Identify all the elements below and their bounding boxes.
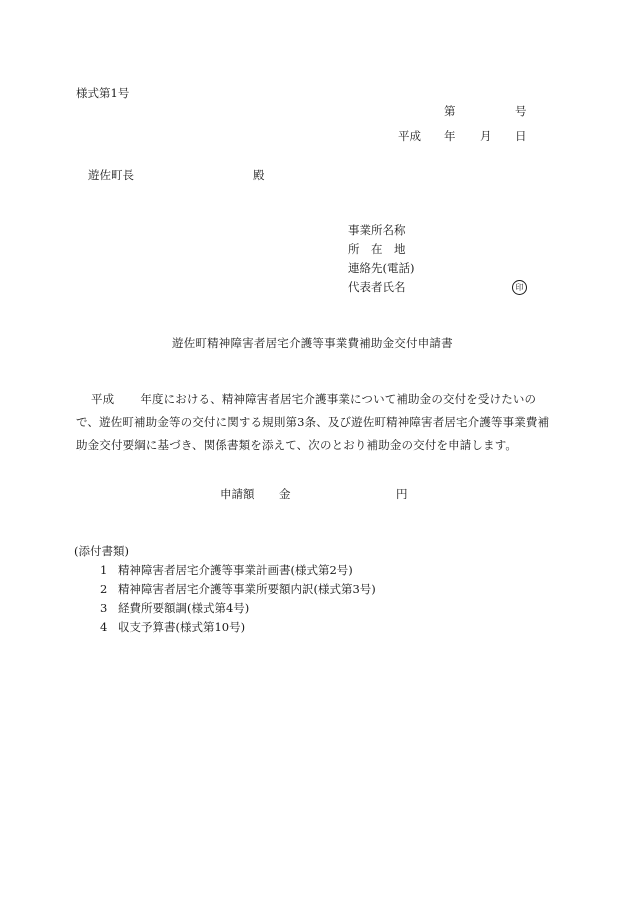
attachment-text: 精神障害者居宅介護等事業計画書(様式第2号)	[118, 563, 353, 577]
attachment-number: 4	[100, 620, 108, 634]
representative-label: 代表者氏名	[348, 280, 406, 294]
amount-label: 申請額	[220, 487, 255, 501]
address-label: 所 在 地	[348, 242, 406, 256]
date-year: 年	[444, 129, 456, 143]
attachment-text: 収支予算書(様式第10号)	[118, 620, 246, 634]
form-number: 様式第1号	[76, 86, 130, 100]
body-paragraph	[76, 388, 550, 457]
contact-label: 連絡先(電話)	[348, 261, 415, 275]
attachment-number: 3	[100, 601, 108, 615]
addressee-honorific: 殿	[253, 168, 265, 182]
addressee-name: 遊佐町長	[88, 168, 134, 182]
date-month: 月	[480, 129, 492, 143]
amount-currency: 金	[279, 487, 291, 501]
date-day: 日	[515, 129, 527, 143]
attachment-number: 2	[100, 582, 108, 596]
attachments-heading: (添付書類)	[74, 544, 129, 558]
seal-mark: 印	[512, 280, 527, 295]
doc-number-suffix: 号	[515, 104, 527, 118]
attachment-text: 経費所要額調(様式第4号)	[118, 601, 250, 615]
business-name-label: 事業所名称	[348, 223, 406, 237]
body-era: 平成	[91, 392, 115, 406]
amount-unit: 円	[396, 487, 408, 501]
body-text: 年度における、精神障害者居宅介護事業について補助金の交付を受けたいので、遊佐町補助金等の交付に関する規則第3条、及び遊佐町精神障害者居宅介護等事業費補助金交付要綱に基づき、関係書類を添えて、次のとおり補助金の交付を申請します。	[76, 392, 550, 452]
attachment-number: 1	[100, 563, 108, 577]
document-title: 遊佐町精神障害者居宅介護等事業費補助金交付申請書	[172, 336, 453, 350]
date-era: 平成	[398, 129, 421, 143]
attachment-text: 精神障害者居宅介護等事業所要額内訳(様式第3号)	[118, 582, 376, 596]
doc-number-prefix: 第	[444, 104, 456, 118]
